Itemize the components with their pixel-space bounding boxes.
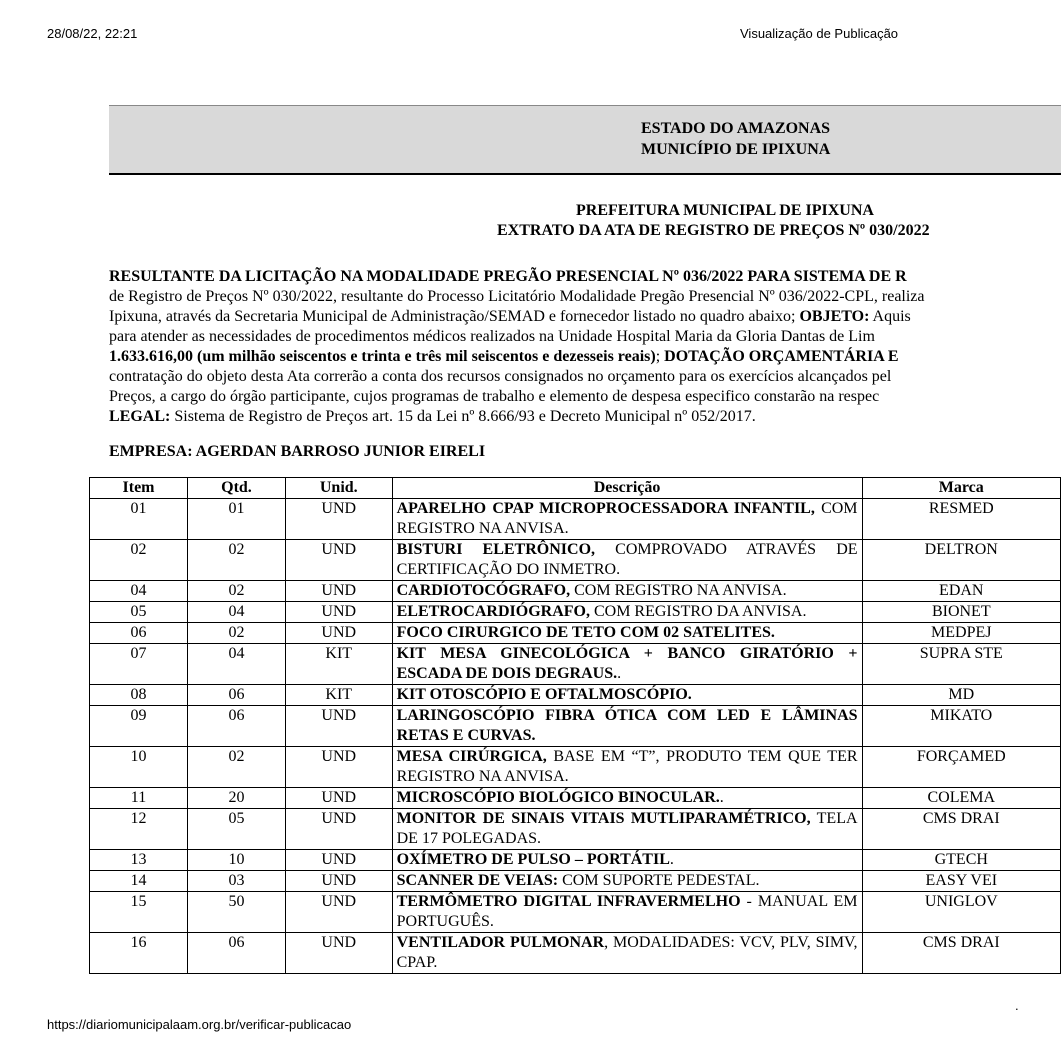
unid-cell: UND: [285, 788, 392, 809]
paragraph-segment: Sistema de Registro de Preços art. 15 da Lei nº 8.666/93 e Decreto Municipal nº 052/2017.: [170, 408, 756, 425]
paragraph-line: [109, 307, 1061, 327]
marca-cell: GTECH: [862, 850, 1060, 871]
qtd-cell: 06: [188, 685, 286, 706]
item-cell: 11: [90, 788, 188, 809]
descricao-normal: BASE EM “T”, PRODUTO TEM QUE TER REGISTRO NA ANVISA.: [396, 748, 858, 785]
unid-cell: UND: [285, 871, 392, 892]
descricao-bold: KIT OTOSCÓPIO E OFTALMOSCÓPIO.: [396, 686, 692, 703]
marca-cell: UNIGLOV: [862, 892, 1060, 933]
descricao-bold: LARINGOSCÓPIO FIBRA ÓTICA COM LED E LÂMINAS RETAS E CURVAS.: [396, 707, 858, 744]
descricao-cell: [392, 540, 862, 581]
table-row: [90, 602, 1061, 623]
qtd-cell: 01: [188, 499, 286, 540]
item-cell: 06: [90, 623, 188, 644]
descricao-normal: , MODALIDADES: VCV, PLV, SIMV, CPAP.: [396, 934, 858, 971]
paragraph-segment: RESULTANTE DA LICITAÇÃO NA MODALIDADE PREGÃO PRESENCIAL Nº 036/2022 PARA SISTEMA DE R: [109, 268, 907, 285]
marca-cell: MEDPEJ: [862, 623, 1060, 644]
descricao-cell: [392, 685, 862, 706]
state-name: ESTADO DO AMAZONAS: [641, 120, 831, 137]
heading-extrato: EXTRATO DA ATA DE REGISTRO DE PREÇOS Nº 030/2022: [497, 222, 930, 239]
table-row: [90, 540, 1061, 581]
item-cell: 14: [90, 871, 188, 892]
descricao-cell: [392, 499, 862, 540]
marca-cell: BIONET: [862, 602, 1060, 623]
qtd-cell: 05: [188, 809, 286, 850]
descricao-bold: VENTILADOR PULMONAR: [396, 934, 605, 951]
descricao-bold: APARELHO CPAP MICROPROCESSADORA INFANTIL,: [396, 500, 815, 517]
marca-cell: COLEMA: [862, 788, 1060, 809]
unid-cell: KIT: [285, 685, 392, 706]
table-row: [90, 892, 1061, 933]
table-row: [90, 809, 1061, 850]
table-row: [90, 581, 1061, 602]
descricao-cell: [392, 788, 862, 809]
qtd-cell: 04: [188, 644, 286, 685]
paragraph-segment: OBJETO:: [799, 308, 870, 325]
item-cell: 08: [90, 685, 188, 706]
table-row: [90, 871, 1061, 892]
item-cell: 07: [90, 644, 188, 685]
unid-cell: UND: [285, 706, 392, 747]
marca-cell: MIKATO: [862, 706, 1060, 747]
marca-cell: EDAN: [862, 581, 1060, 602]
paragraph-segment: Preços, a cargo do órgão participante, cujos programas de trabalho e elemento de despesa especifico constarão na respec: [109, 388, 880, 405]
marca-cell: RESMED: [862, 499, 1060, 540]
descricao-cell: [392, 933, 862, 974]
paragraph-line: [109, 367, 1061, 387]
col-item: Item: [90, 478, 188, 499]
paragraph-segment: Ipixuna, através da Secretaria Municipal de Administração/SEMAD e fornecedor listado no quadro abaixo;: [109, 308, 800, 325]
municipality-name: MUNICÍPIO DE IPIXUNA: [641, 141, 831, 158]
paragraph-line: [109, 407, 1061, 427]
descricao-bold: BISTURI ELETRÔNICO,: [396, 541, 596, 558]
qtd-cell: 06: [188, 933, 286, 974]
col-qtd: Qtd.: [188, 478, 286, 499]
extract-paragraph: [109, 267, 1061, 427]
descricao-cell: [392, 892, 862, 933]
marca-cell: SUPRA STE: [862, 644, 1060, 685]
descricao-cell: [392, 623, 862, 644]
paragraph-segment: DOTAÇÃO ORÇAMENTÁRIA E: [664, 348, 899, 365]
descricao-bold: MESA CIRÚRGICA,: [396, 748, 547, 765]
unid-cell: UND: [285, 499, 392, 540]
descricao-normal: .: [617, 665, 622, 682]
descricao-cell: [392, 602, 862, 623]
qtd-cell: 02: [188, 581, 286, 602]
marca-cell: MD: [862, 685, 1060, 706]
paragraph-line: [109, 347, 1061, 367]
heading-prefeitura: PREFEITURA MUNICIPAL DE IPIXUNA: [576, 202, 874, 219]
descricao-normal: COM REGISTRO NA ANVISA.: [570, 582, 787, 599]
item-cell: 02: [90, 540, 188, 581]
qtd-cell: 02: [188, 747, 286, 788]
item-cell: 13: [90, 850, 188, 871]
table-row: [90, 747, 1061, 788]
descricao-normal: TELA DE 17 POLEGADAS.: [396, 810, 858, 847]
qtd-cell: 03: [188, 871, 286, 892]
items-table: [89, 477, 1061, 974]
unid-cell: UND: [285, 581, 392, 602]
descricao-bold: FOCO CIRURGICO DE TETO COM 02 SATELITES.: [396, 624, 775, 641]
paragraph-line: [109, 327, 1061, 347]
unid-cell: UND: [285, 892, 392, 933]
print-datetime: 28/08/22, 22:21: [47, 26, 138, 41]
qtd-cell: 20: [188, 788, 286, 809]
table-row: [90, 623, 1061, 644]
paragraph-segment: Aquis: [869, 308, 911, 325]
descricao-normal: .: [669, 851, 674, 868]
col-marca: Marca: [862, 478, 1060, 499]
table-row: [90, 644, 1061, 685]
item-cell: 16: [90, 933, 188, 974]
descricao-normal: .: [719, 789, 724, 806]
descricao-normal: COM REGISTRO NA ANVISA.: [396, 500, 858, 537]
unid-cell: KIT: [285, 644, 392, 685]
unid-cell: UND: [285, 623, 392, 644]
paragraph-line: [109, 267, 1061, 287]
table-row: [90, 499, 1061, 540]
qtd-cell: 02: [188, 540, 286, 581]
company-name: EMPRESA: AGERDAN BARROSO JUNIOR EIRELI: [109, 443, 486, 460]
item-cell: 05: [90, 602, 188, 623]
marca-cell: EASY VEI: [862, 871, 1060, 892]
unid-cell: UND: [285, 747, 392, 788]
table-row: [90, 850, 1061, 871]
unid-cell: UND: [285, 933, 392, 974]
descricao-bold: SCANNER DE VEIAS:: [396, 872, 559, 889]
paragraph-line: [109, 387, 1061, 407]
paragraph-segment: LEGAL:: [109, 408, 171, 425]
descricao-cell: [392, 871, 862, 892]
descricao-bold: MICROSCÓPIO BIOLÓGICO BINOCULAR.: [396, 789, 720, 806]
paragraph-segment: de Registro de Preços Nº 030/2022, resultante do Processo Licitatório Modalidade Pregão Presencial Nº 036/2022-CPL, realiza: [109, 288, 925, 305]
descricao-normal: COMPROVADO ATRAVÉS DE CERTIFICAÇÃO DO INMETRO.: [396, 541, 858, 578]
descricao-bold: OXÍMETRO DE PULSO – PORTÁTIL: [396, 851, 670, 868]
qtd-cell: 10: [188, 850, 286, 871]
marca-cell: DELTRON: [862, 540, 1060, 581]
unid-cell: UND: [285, 602, 392, 623]
table-row: [90, 685, 1061, 706]
descricao-bold: MONITOR DE SINAIS VITAIS MUTLIPARAMÉTRICO,: [396, 810, 811, 827]
item-cell: 09: [90, 706, 188, 747]
header-band: [109, 105, 1061, 175]
col-descricao: Descrição: [392, 478, 862, 499]
qtd-cell: 04: [188, 602, 286, 623]
paragraph-segment: para atender as necessidades de procedimentos médicos realizados na Unidade Hospital Maria da Gloria Dantas de Lim: [109, 328, 875, 345]
descricao-cell: [392, 850, 862, 871]
paragraph-segment: 1.633.616,00 (um milhão seiscentos e trinta e três mil seiscentos e dezesseis reais): [109, 348, 656, 365]
table-row: [90, 788, 1061, 809]
marca-cell: CMS DRAI: [862, 933, 1060, 974]
paragraph-segment: contratação do objeto desta Ata correrão a conta dos recursos consignados no orçamento para os exercícios alcançados pel: [109, 368, 892, 385]
table-row: [90, 706, 1061, 747]
qtd-cell: 50: [188, 892, 286, 933]
descricao-normal: COM REGISTRO DA ANVISA.: [589, 603, 807, 620]
unid-cell: UND: [285, 809, 392, 850]
qtd-cell: 06: [188, 706, 286, 747]
item-cell: 12: [90, 809, 188, 850]
footer-url: https://diariomunicipalaam.org.br/verificar-publicacao: [47, 1017, 352, 1032]
marca-cell: FORÇAMED: [862, 747, 1060, 788]
item-cell: 10: [90, 747, 188, 788]
qtd-cell: 02: [188, 623, 286, 644]
descricao-cell: [392, 706, 862, 747]
descricao-cell: [392, 644, 862, 685]
descricao-bold: CARDIOTOCÓGRAFO,: [396, 582, 571, 599]
item-cell: 01: [90, 499, 188, 540]
descricao-normal: - MANUAL EM PORTUGUÊS.: [396, 893, 858, 930]
footer-mark: .: [1015, 998, 1019, 1013]
descricao-normal: COM SUPORTE PEDESTAL.: [558, 872, 760, 889]
paragraph-line: [109, 287, 1061, 307]
descricao-cell: [392, 747, 862, 788]
unid-cell: UND: [285, 850, 392, 871]
paragraph-segment: ;: [655, 348, 665, 365]
unid-cell: UND: [285, 540, 392, 581]
col-unid: Unid.: [285, 478, 392, 499]
descricao-bold: KIT MESA GINECOLÓGICA + BANCO GIRATÓRIO + ESCADA DE DOIS DEGRAUS.: [396, 645, 858, 682]
table-row: [90, 933, 1061, 974]
descricao-bold: TERMÔMETRO DIGITAL INFRAVERMELHO: [396, 893, 741, 910]
descricao-bold: ELETROCARDIÓGRAFO,: [396, 603, 590, 620]
marca-cell: CMS DRAI: [862, 809, 1060, 850]
descricao-cell: [392, 809, 862, 850]
item-cell: 15: [90, 892, 188, 933]
item-cell: 04: [90, 581, 188, 602]
descricao-cell: [392, 581, 862, 602]
print-title: Visualização de Publicação: [740, 26, 899, 41]
